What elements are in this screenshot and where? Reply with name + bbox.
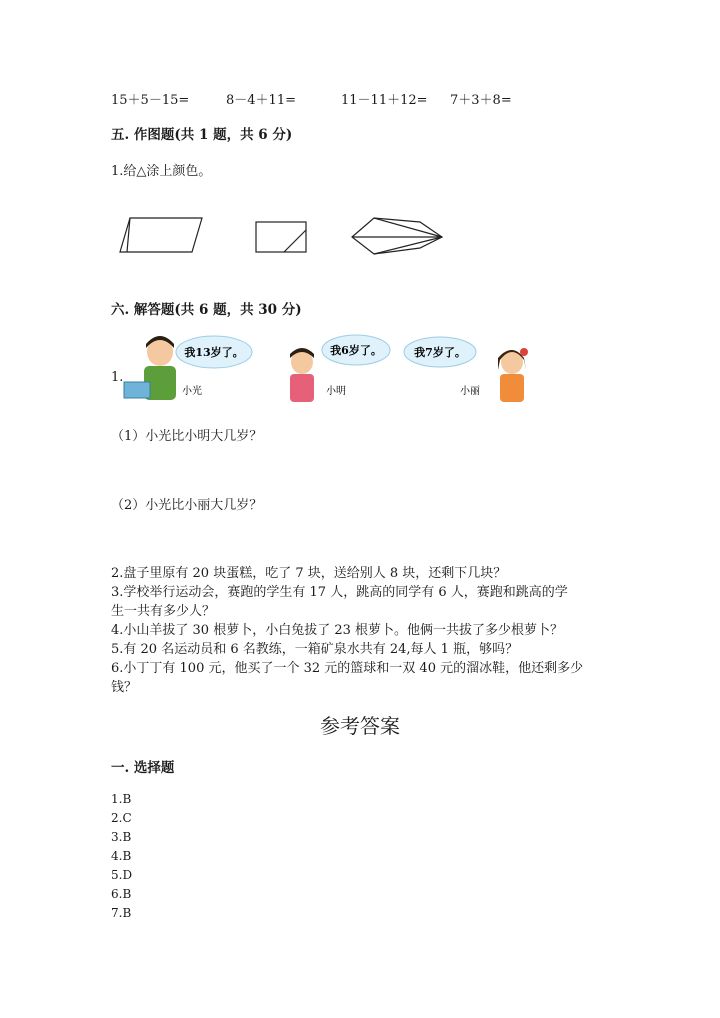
shapes-figure — [110, 210, 460, 260]
answer-item: 2.C — [111, 811, 132, 825]
question-1-number: 1. — [111, 370, 124, 385]
question-4: 4.小山羊拔了 30 根萝卜，小白兔拔了 23 根萝卜。他俩一共拔了多少根萝卜？ — [111, 623, 564, 638]
kid-2-name: 小明 — [326, 386, 346, 397]
rectangle-shape — [256, 222, 306, 252]
answers-section-1-title: 一. 选择题 — [111, 760, 175, 776]
kid-3-name: 小丽 — [460, 386, 480, 397]
equation-2: 8－4＋11= — [226, 93, 296, 108]
equation-1: 15＋5－15= — [111, 93, 190, 108]
question-3-line-1: 3.学校举行运动会，赛跑的学生有 17 人，跳高的同学有 6 人，赛跑和跳高的学 — [111, 585, 568, 600]
answer-item: 1.B — [111, 792, 132, 806]
kid-xiaoli — [404, 337, 528, 402]
kid-1-speech: 我13岁了。 — [184, 346, 244, 359]
hexagon-shape — [352, 218, 442, 254]
section-6-title: 六. 解答题(共 6 题，共 30 分) — [111, 302, 302, 318]
question-5: 5.有 20 名运动员和 6 名教练，一箱矿泉水共有 24,每人 1 瓶，够吗？ — [111, 642, 519, 657]
kid-2-speech: 我6岁了。 — [330, 344, 382, 357]
answer-item: 5.D — [111, 868, 133, 882]
answer-item: 7.B — [111, 906, 132, 920]
kid-xiaoguang — [124, 336, 252, 400]
question-1-sub-1: （1）小光比小明大几岁？ — [111, 429, 263, 444]
question-6-line-1: 6.小丁丁有 100 元，他买了一个 32 元的篮球和一双 40 元的溜冰鞋，他还剩多少 — [111, 661, 584, 676]
kid-3-speech: 我7岁了。 — [414, 346, 466, 359]
question-1-sub-2: （2）小光比小丽大几岁？ — [111, 498, 263, 513]
kids-illustration — [120, 330, 540, 405]
question-6-line-2: 钱？ — [111, 680, 138, 695]
answer-item: 4.B — [111, 849, 132, 863]
section-5-question-1: 1.给△涂上颜色。 — [111, 164, 212, 179]
question-3-line-2: 生一共有多少人？ — [111, 604, 216, 619]
parallelogram-shape — [120, 218, 202, 252]
equation-3: 11－11＋12= — [341, 93, 428, 108]
kid-xiaoming — [290, 335, 390, 402]
answers-title: 参考答案 — [320, 714, 400, 738]
question-2: 2.盘子里原有 20 块蛋糕，吃了 7 块，送给别人 8 块，还剩下几块？ — [111, 566, 507, 581]
section-5-title: 五. 作图题(共 1 题，共 6 分) — [111, 127, 293, 143]
equation-4: 7＋3＋8= — [450, 93, 512, 108]
answer-item: 6.B — [111, 887, 132, 901]
kid-1-name: 小光 — [182, 386, 202, 397]
answer-item: 3.B — [111, 830, 132, 844]
